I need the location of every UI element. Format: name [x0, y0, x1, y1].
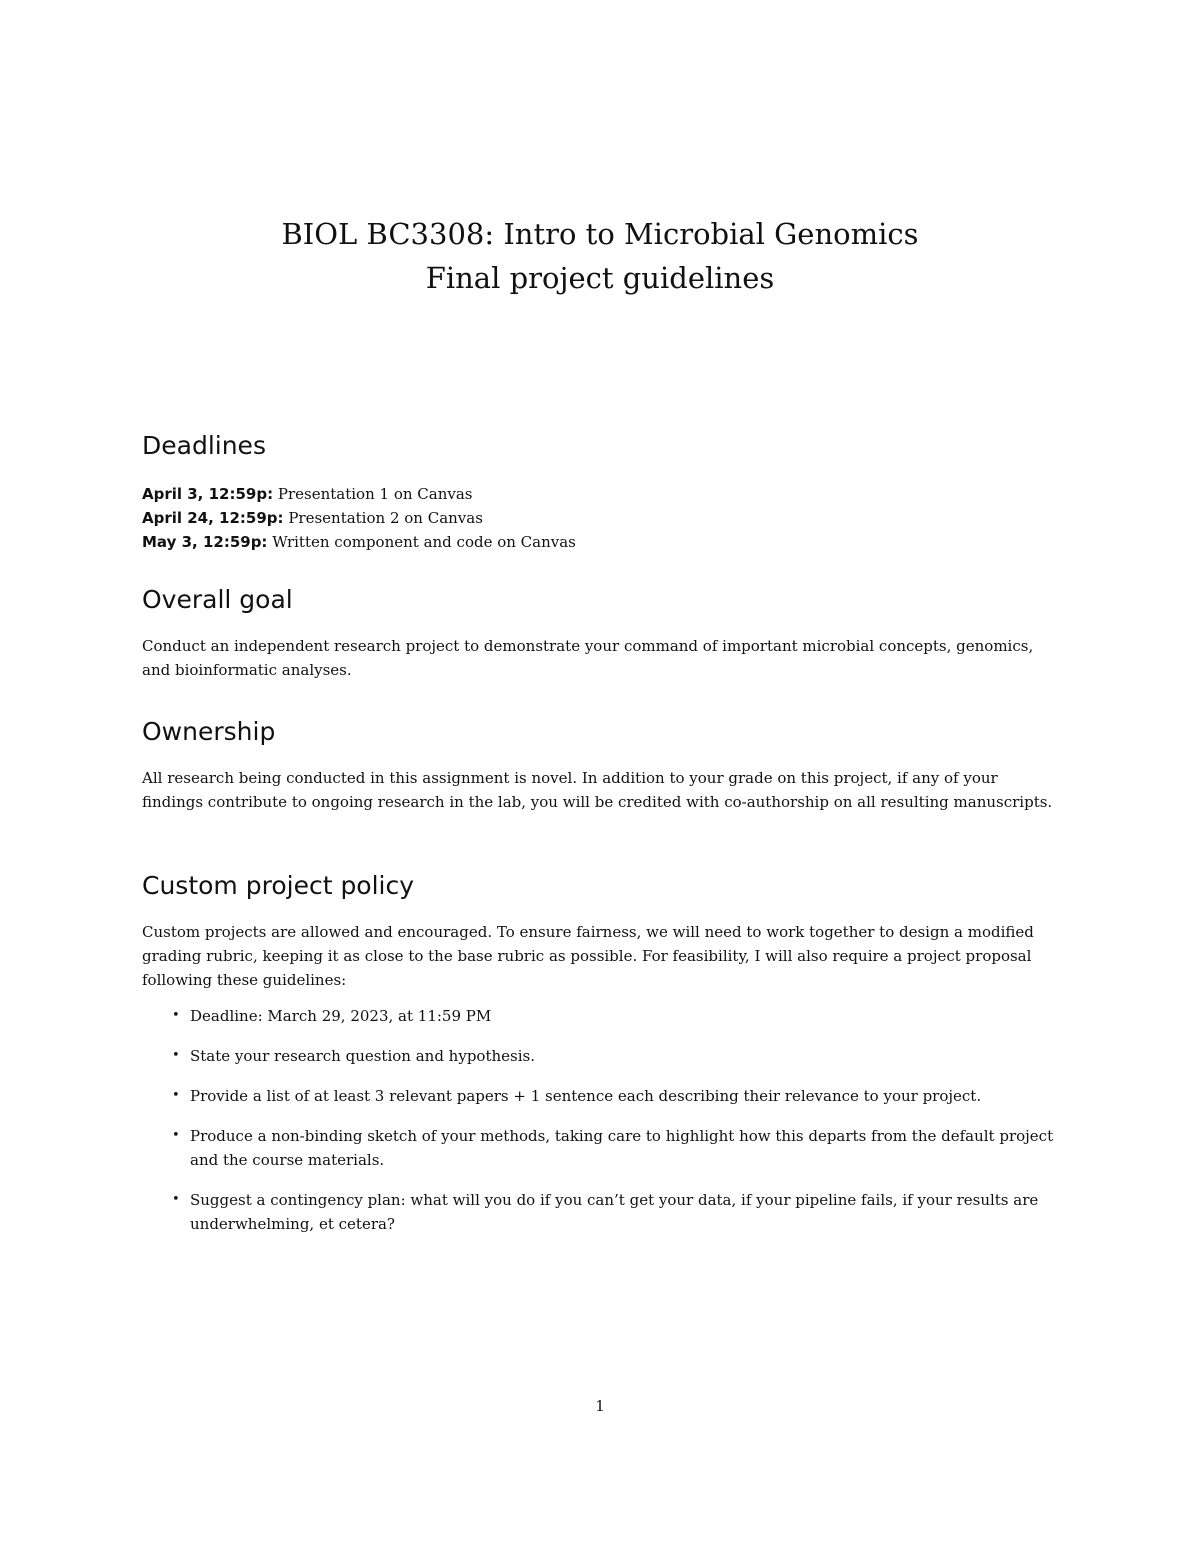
heading-overall-goal: Overall goal: [142, 585, 293, 614]
heading-custom-project-policy: Custom project policy: [142, 871, 415, 900]
list-item-text: Provide a list of at least 3 relevant papers + 1 sentence each describing their relevance to your project.: [190, 1087, 982, 1105]
list-item: [142, 1084, 1060, 1108]
custom-policy-text: Custom projects are allowed and encouraged. To ensure fairness, we will need to work together to design a modified grading rubric, keeping it as close to the base rubric as possible. For feasibility, I will also require a project proposal following these guidelines:: [142, 923, 1034, 989]
section-custom-project-policy: [142, 868, 1060, 1252]
list-item-text: Produce a non-binding sketch of your methods, taking care to highlight how this departs from the default project and the course materials.: [190, 1127, 1054, 1169]
list-item-text: Deadline: March 29, 2023, at 11:59 PM: [190, 1007, 492, 1025]
deadline-text: Presentation 1 on Canvas: [277, 485, 473, 503]
ownership-text: All research being conducted in this assignment is novel. In addition to your grade on this project, if any of your findings contribute to ongoing research in the lab, you will be credited with co-authorship on all resulting manuscripts.: [142, 769, 1053, 811]
deadline-date: May 3, 12:59p:: [142, 533, 268, 551]
page-number: 1: [595, 1397, 605, 1415]
list-item: [142, 1004, 1060, 1028]
bullet-icon: •: [172, 1192, 180, 1207]
deadline-text: Presentation 2 on Canvas: [288, 509, 483, 527]
section-overall-goal: [142, 582, 1060, 682]
deadline-date: April 24, 12:59p:: [142, 509, 284, 527]
list-item-text: Suggest a contingency plan: what will you do if you can’t get your data, if your pipeline fails, if your results are underwhelming, et cetera?: [190, 1191, 1039, 1233]
deadline-item: [142, 482, 1060, 506]
list-item-text: State your research question and hypothesis.: [190, 1047, 535, 1065]
heading-deadlines: Deadlines: [142, 431, 266, 460]
bullet-icon: •: [172, 1088, 180, 1103]
section-deadlines: [142, 428, 1060, 554]
bullet-icon: •: [172, 1048, 180, 1063]
proposal-guidelines-list: [142, 1004, 1060, 1236]
list-item: [142, 1044, 1060, 1068]
overall-goal-text: Conduct an independent research project to demonstrate your command of important microbial concepts, genomics, and bioinformatic analyses.: [142, 637, 1034, 679]
deadline-item: [142, 530, 1060, 554]
bullet-icon: •: [172, 1008, 180, 1023]
deadline-list: [142, 482, 1060, 554]
list-item: [142, 1188, 1060, 1236]
title-course: BIOL BC3308: Intro to Microbial Genomics: [281, 217, 919, 251]
deadline-text: Written component and code on Canvas: [272, 533, 576, 551]
deadline-item: [142, 506, 1060, 530]
deadline-date: April 3, 12:59p:: [142, 485, 274, 503]
section-ownership: [142, 714, 1060, 814]
heading-ownership: Ownership: [142, 717, 276, 746]
document-title: [0, 212, 1200, 300]
title-subtitle: Final project guidelines: [425, 261, 775, 295]
bullet-icon: •: [172, 1128, 180, 1143]
list-item: [142, 1124, 1060, 1172]
